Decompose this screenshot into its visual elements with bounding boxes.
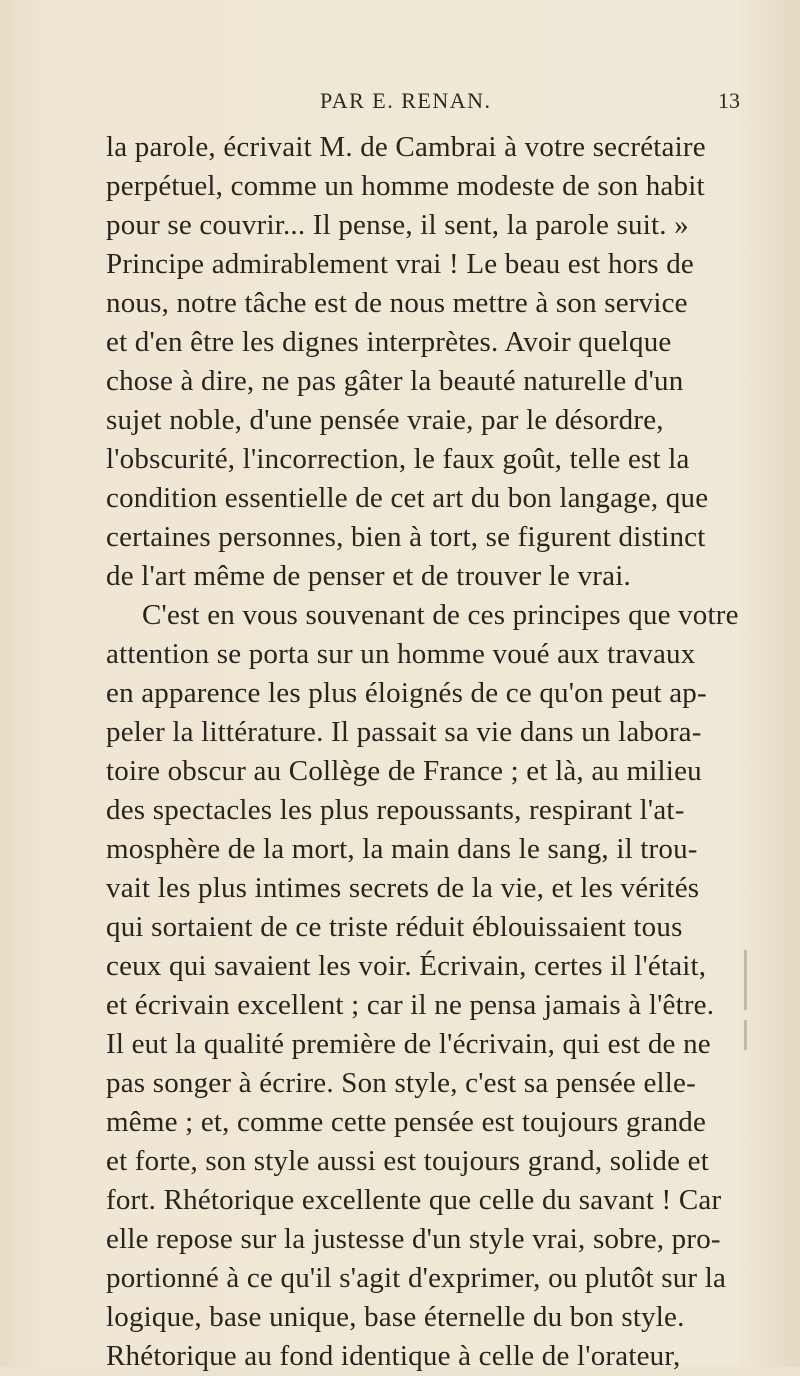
text-line: nous, notre tâche est de nous mettre à son service: [106, 287, 688, 319]
running-head: PAR E. RENAN.: [320, 88, 492, 113]
text-line: fort. Rhétorique excellente que celle du savant ! Car: [106, 1184, 722, 1216]
body-text: [106, 128, 740, 1376]
text-line: attention se porta sur un homme voué aux travaux: [106, 638, 696, 670]
margin-mark: [744, 1020, 747, 1050]
paragraph-start-line: C'est en vous souvenant de ces principes que votre: [142, 599, 739, 631]
text-line: vait les plus intimes secrets de la vie, et les vérités: [106, 872, 700, 904]
text-line: même ; et, comme cette pensée est toujours grande: [106, 1106, 707, 1138]
text-line: chose à dire, ne pas gâter la beauté naturelle d'un: [106, 365, 684, 397]
text-line: pas songer à écrire. Son style, c'est sa pensée elle-: [106, 1067, 696, 1099]
text-line: et d'en être les dignes interprètes. Avoir quelque: [106, 326, 672, 358]
text-line: certaines personnes, bien à tort, se figurent distinct: [106, 521, 706, 553]
text-line: et forte, son style aussi est toujours grand, solide et: [106, 1145, 709, 1177]
text-line: qui sortaient de ce triste réduit éblouissaient tous: [106, 911, 683, 943]
page-number: 13: [718, 88, 740, 113]
text-line: sujet noble, d'une pensée vraie, par le désordre,: [106, 404, 664, 436]
text-line: Il eut la qualité première de l'écrivain, qui est de ne: [106, 1028, 711, 1060]
text-line: perpétuel, comme un homme modeste de son habit: [106, 170, 705, 202]
text-line: des spectacles les plus repoussants, respirant l'at-: [106, 794, 685, 826]
text-line: logique, base unique, base éternelle du bon style.: [106, 1301, 685, 1333]
margin-mark: [744, 950, 747, 1010]
text-line: pour se couvrir... Il pense, il sent, la parole suit. »: [106, 209, 689, 241]
text-line: condition essentielle de cet art du bon langage, que: [106, 482, 709, 514]
text-line: la parole, écrivait M. de Cambrai à votre secrétaire: [106, 131, 706, 163]
text-line: portionné à ce qu'il s'agit d'exprimer, ou plutôt sur la: [106, 1262, 727, 1294]
text-line: toire obscur au Collège de France ; et là, au milieu: [106, 755, 702, 787]
text-line: ceux qui savaient les voir. Écrivain, certes il l'était,: [106, 950, 707, 982]
text-line: et écrivain excellent ; car il ne pensa jamais à l'être.: [106, 989, 715, 1021]
text-line: Principe admirablement vrai ! Le beau est hors de: [106, 248, 694, 280]
text-line: Rhétorique au fond identique à celle de l'orateur,: [106, 1340, 681, 1372]
text-line: mosphère de la mort, la main dans le sang, il trou-: [106, 833, 698, 865]
text-line: elle repose sur la justesse d'un style vrai, sobre, pro-: [106, 1223, 721, 1255]
page-header: [108, 88, 740, 118]
text-line: peler la littérature. Il passait sa vie dans un labora-: [106, 716, 702, 748]
text-line: en apparence les plus éloignés de ce qu'on peut ap-: [106, 677, 707, 709]
text-line: de l'art même de penser et de trouver le vrai.: [106, 560, 631, 592]
text-line: l'obscurité, l'incorrection, le faux goût, telle est la: [106, 443, 690, 475]
